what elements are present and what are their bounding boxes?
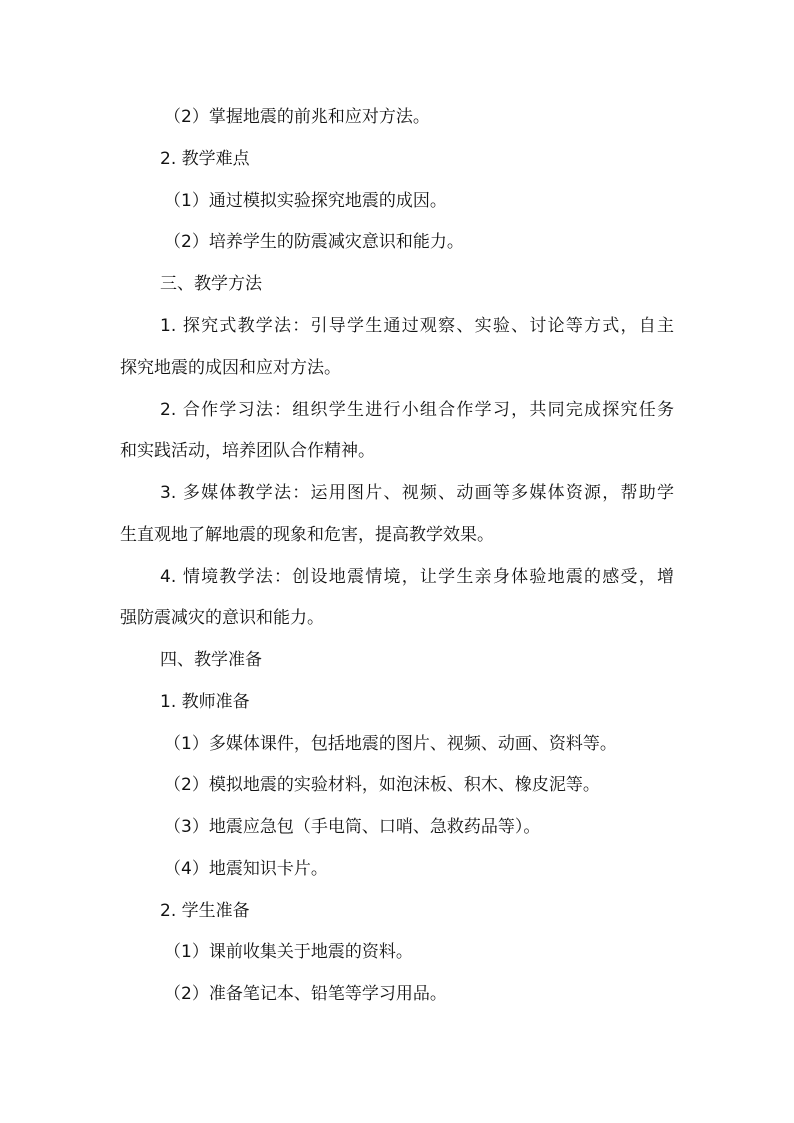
method-3-line-1: 3. 多媒体教学法：运用图片、视频、动画等多媒体资源，帮助学 [160, 483, 674, 503]
method-2-line-1: 2. 合作学习法：组织学生进行小组合作学习，共同完成探究任务 [160, 400, 674, 420]
difficulty-item-1: （1）通过模拟实验探究地震的成因。 [164, 191, 447, 211]
teacher-prep-item-3: （3）地震应急包（手电筒、口哨、急救药品等）。 [164, 817, 541, 837]
method-4-line-1: 4. 情境教学法：创设地震情境，让学生亲身体验地震的感受，增 [160, 567, 674, 587]
method-1-line-2: 探究地震的成因和应对方法。 [120, 358, 341, 378]
student-prep-item-2: （2）准备笔记本、铅笔等学习用品。 [164, 984, 447, 1004]
method-4-line-2: 强防震减灾的意识和能力。 [120, 608, 324, 628]
objective-line-2: （2）掌握地震的前兆和应对方法。 [164, 107, 430, 127]
difficulty-heading: 2. 教学难点 [160, 149, 250, 169]
difficulty-item-2: （2）培养学生的防震减灾意识和能力。 [164, 232, 464, 252]
teacher-prep-heading: 1. 教师准备 [160, 692, 250, 712]
teacher-prep-item-2: （2）模拟地震的实验材料，如泡沫板、积木、橡皮泥等。 [164, 775, 600, 795]
section-preparation-heading: 四、教学准备 [160, 650, 262, 670]
teacher-prep-item-1: （1）多媒体课件，包括地震的图片、视频、动画、资料等。 [164, 734, 617, 754]
section-methods-heading: 三、教学方法 [160, 274, 262, 294]
method-1-line-1: 1. 探究式教学法：引导学生通过观察、实验、讨论等方式，自主 [160, 316, 674, 336]
method-2-line-2: 和实践活动，培养团队合作精神。 [120, 441, 375, 461]
teacher-prep-item-4: （4）地震知识卡片。 [164, 859, 328, 879]
method-3-line-2: 生直观地了解地震的现象和危害，提高教学效果。 [120, 525, 494, 545]
student-prep-heading: 2. 学生准备 [160, 901, 250, 921]
student-prep-item-1: （1）课前收集关于地震的资料。 [164, 942, 413, 962]
